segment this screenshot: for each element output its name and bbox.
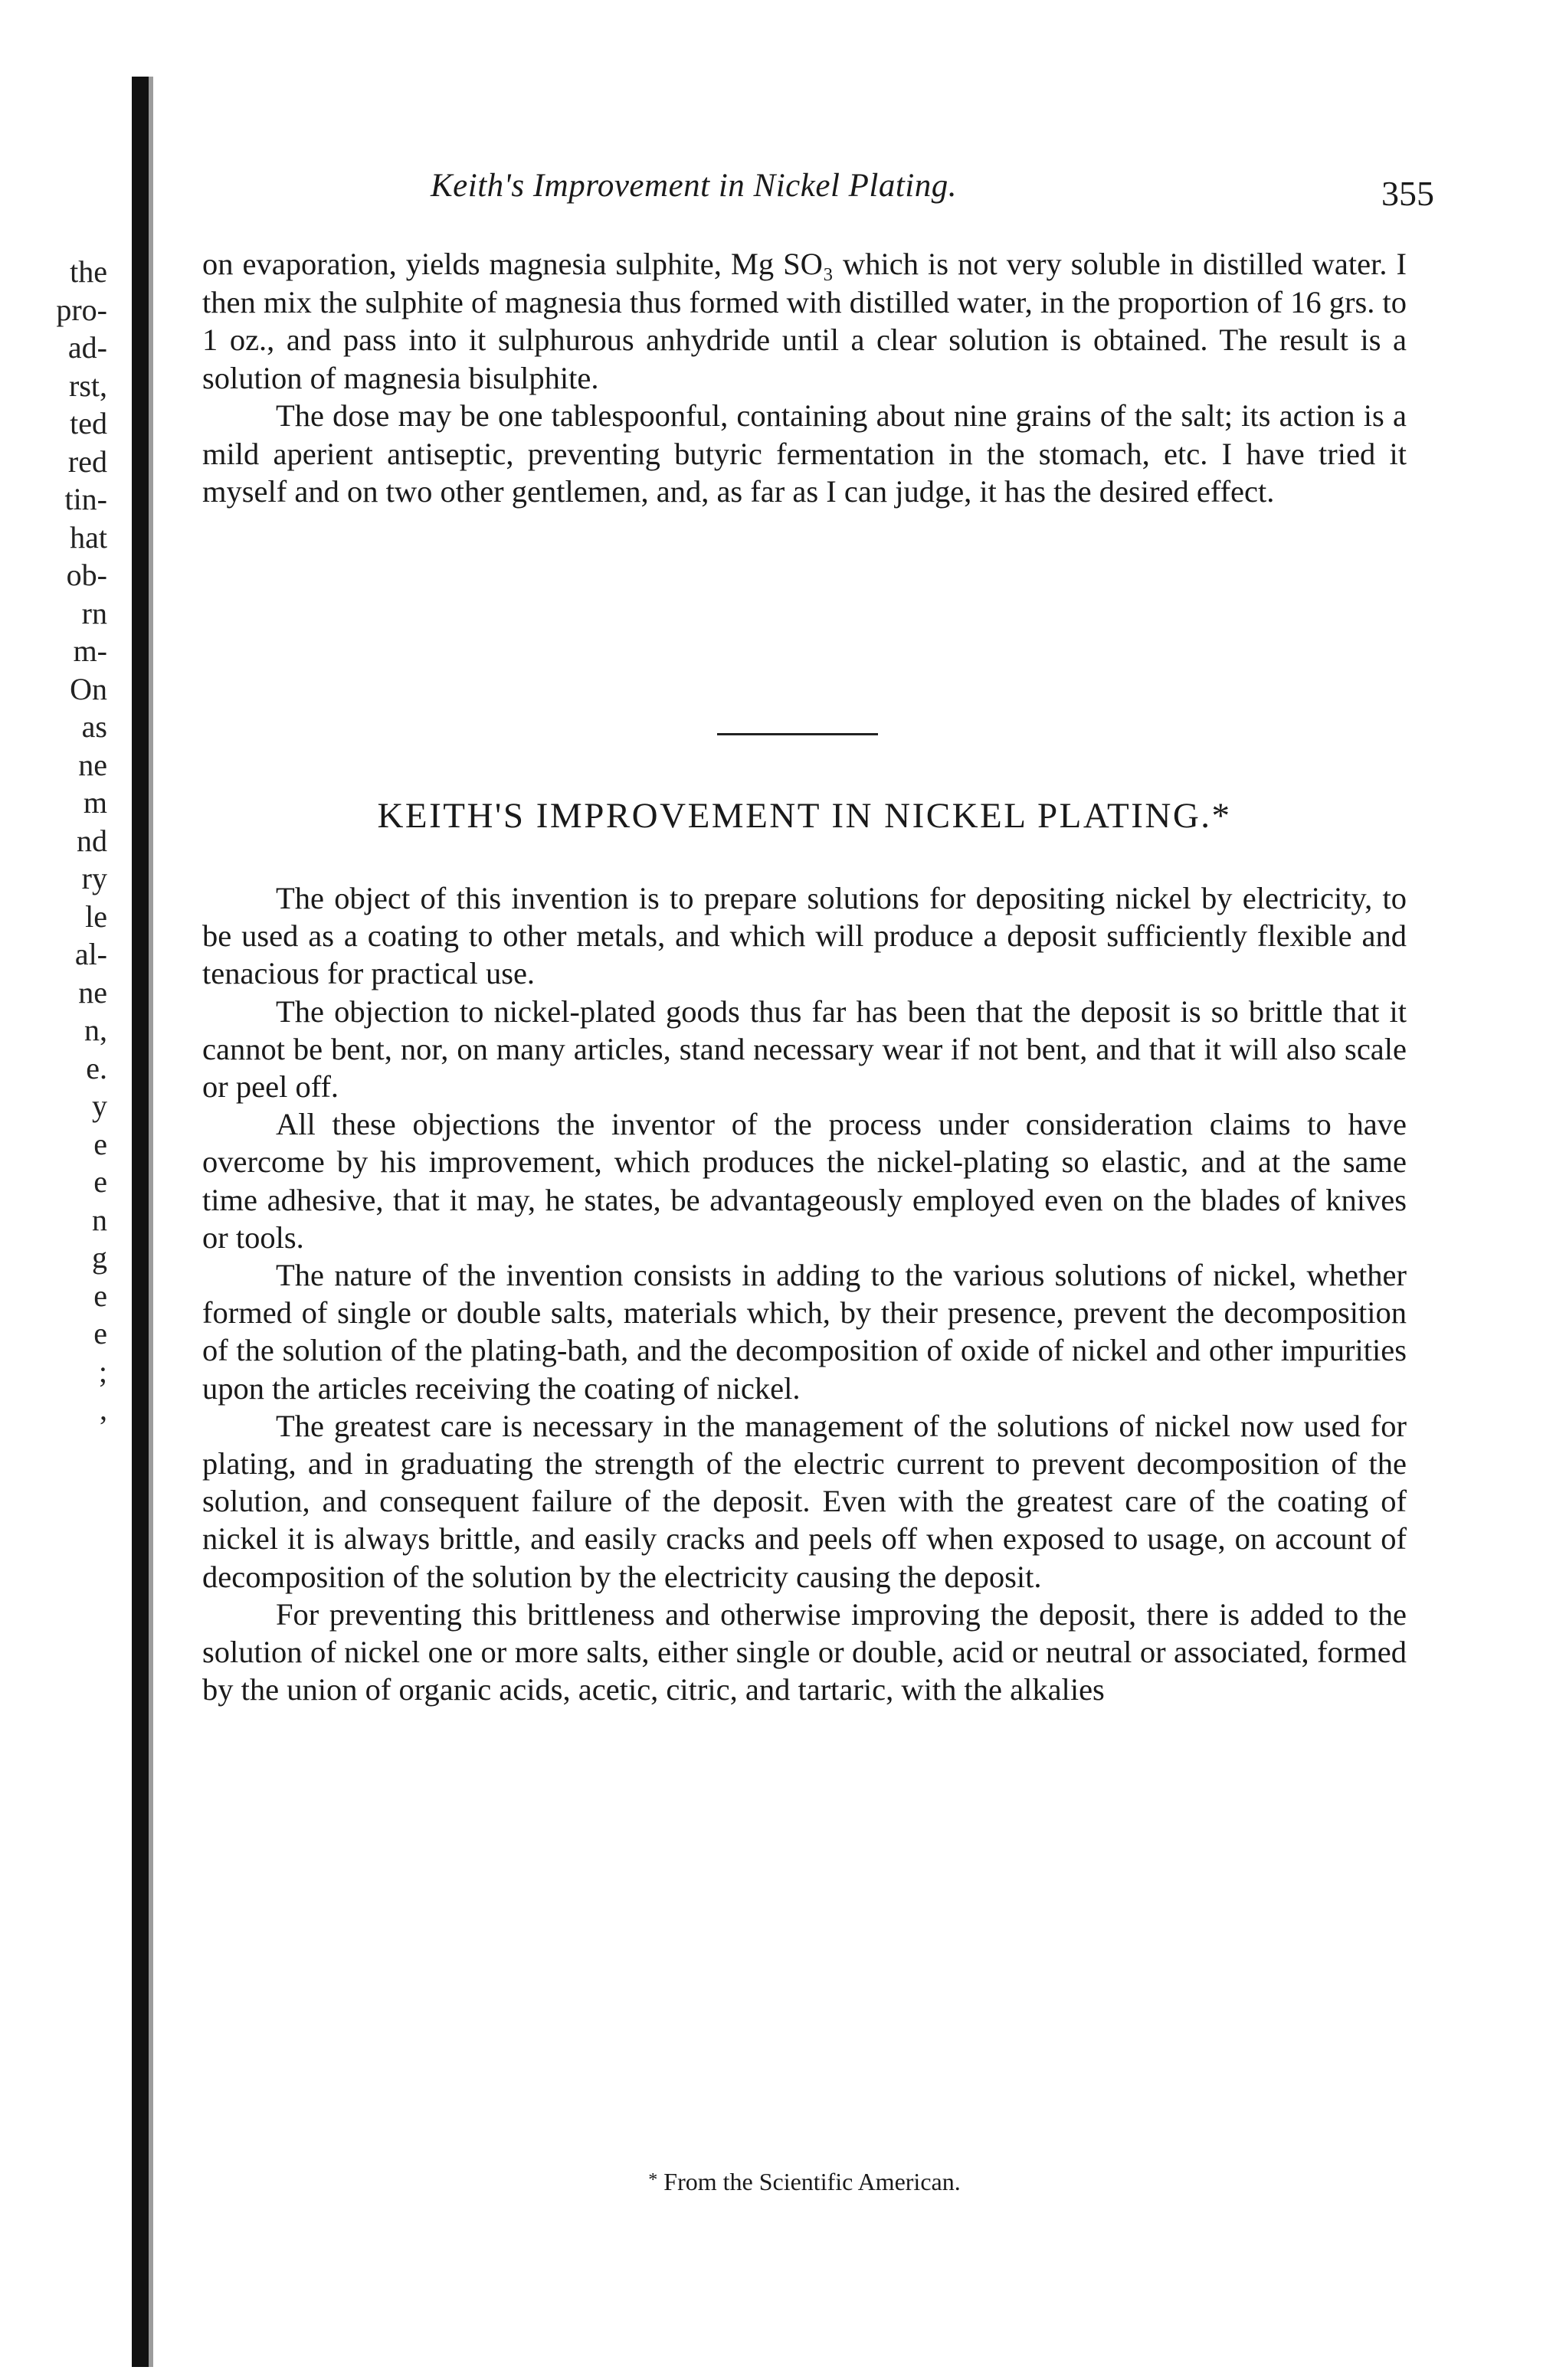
margin-fragment: pro-: [56, 292, 107, 327]
margin-fragment: red: [67, 444, 107, 479]
margin-fragment: ob-: [66, 558, 107, 592]
margin-fragment: ted: [70, 406, 107, 440]
margin-fragment: m: [83, 785, 107, 820]
margin-fragment: le: [85, 899, 107, 934]
footnote: [202, 2168, 1407, 2196]
margin-fragment: y: [92, 1089, 107, 1123]
section-divider: [717, 733, 878, 735]
margin-fragment: On: [70, 671, 107, 706]
margin-fragment: hat: [70, 519, 107, 555]
article-body: [202, 879, 1407, 1708]
margin-fragment: al-: [74, 937, 107, 971]
margin-fragment: e: [93, 1164, 107, 1199]
article-paragraph: All these objections the inventor of the process under consideration claims to have overcome by his improvement, which produces the nickel-plating so elastic, and at the same time adhesive, that it may, he states, be advantageously employed even on the blades of knives or tools.: [202, 1107, 1407, 1255]
margin-fragment: rn: [81, 595, 107, 630]
footnote-text: From the Scientific American.: [663, 2168, 961, 2195]
margin-fragment: ,: [100, 1392, 107, 1426]
margin-fragment: the: [70, 254, 107, 289]
margin-fragment: e: [93, 1278, 107, 1313]
margin-fragment: ;: [98, 1354, 107, 1389]
margin-fragment: ry: [81, 861, 107, 895]
page-number: 355: [1381, 174, 1434, 213]
article-paragraph: The object of this invention is to prepare solutions for depositing nickel by electricity, to be used as a coating to other metals, and which will produce a deposit sufficiently flexible and tenacious for practical use.: [202, 881, 1407, 991]
running-title: Keith's Improvement in Nickel Plating.: [431, 168, 957, 204]
margin-fragment: e: [93, 1316, 107, 1350]
binding-edge: [149, 77, 153, 2367]
margin-fragment: as: [81, 709, 107, 744]
margin-fragment: e.: [86, 1050, 107, 1085]
running-head: [201, 167, 1511, 221]
margin-fragment: n: [92, 1202, 107, 1237]
margin-fragment: rst,: [69, 368, 107, 403]
footnote-marker: *: [648, 2170, 658, 2190]
margin-fragment: nd: [77, 823, 107, 858]
margin-fragment: e: [93, 1126, 107, 1161]
margin-fragment: m-: [73, 633, 107, 668]
binding-shadow: [132, 77, 149, 2367]
margin-fragment: g: [92, 1240, 107, 1275]
article-paragraph: The nature of the invention consists in adding to the various solutions of nickel, whether formed of single or double salts, materials which, by their presence, prevent the decomposition of the solution of the plating-bath, and the decomposition of oxide of nickel and other impurities upon the articles receiving the coating of nickel.: [202, 1258, 1407, 1406]
article-paragraph: The greatest care is necessary in the management of the solutions of nickel now used for plating, and in graduating the strength of the electric current to prevent decomposition of the solution, and consequent failure of the deposit. Even with the greatest care of the coating of nickel it is always brittle, and easily cracks and peels off when exposed to usage, on account of decomposition of the solution by the electricity causing the deposit.: [202, 1408, 1407, 1594]
margin-fragment: n,: [84, 1013, 107, 1047]
article-paragraph: For preventing this brittleness and otherwise improving the deposit, there is added to the solution of nickel one or more salts, either single or double, acid or neutral or associated, formed by the union of organic acids, acetic, citric, and tartaric, with the alkalies: [202, 1596, 1407, 1707]
margin-fragment: ad-: [67, 330, 107, 365]
margin-fragment: tin-: [64, 482, 107, 516]
facing-page-fragments: [0, 253, 107, 1429]
previous-article-text: [202, 245, 1407, 511]
margin-fragment: ne: [78, 974, 107, 1010]
margin-fragment: ne: [78, 747, 107, 782]
article-heading: KEITH'S IMPROVEMENT IN NICKEL PLATING.*: [377, 796, 1232, 836]
previous-article-paragraph: The dose may be one tablespoonful, containing about nine grains of the salt; its action is a mild aperient antiseptic, preventing butyric fermentation in the stomach, etc. I have tried it myself and on two other gentlemen, and, as far as I can judge, it has the desired effect.: [202, 398, 1407, 509]
previous-article-paragraph: on evaporation, yields magnesia sulphite, Mg SO₃ which is not very soluble in distilled water. I then mix the sulphite of magnesia thus formed with distilled water, in the proportion of 16 grs. to 1 oz., and pass into it sulphurous anhydride until a clear solution is obtained. The result is a solution of magnesia bisulphite.: [202, 247, 1407, 395]
article-paragraph: The objection to nickel-plated goods thus far has been that the deposit is so brittle that it cannot be bent, nor, on many articles, stand necessary wear if not bent, and that it will also scale or peel off.: [202, 994, 1407, 1105]
